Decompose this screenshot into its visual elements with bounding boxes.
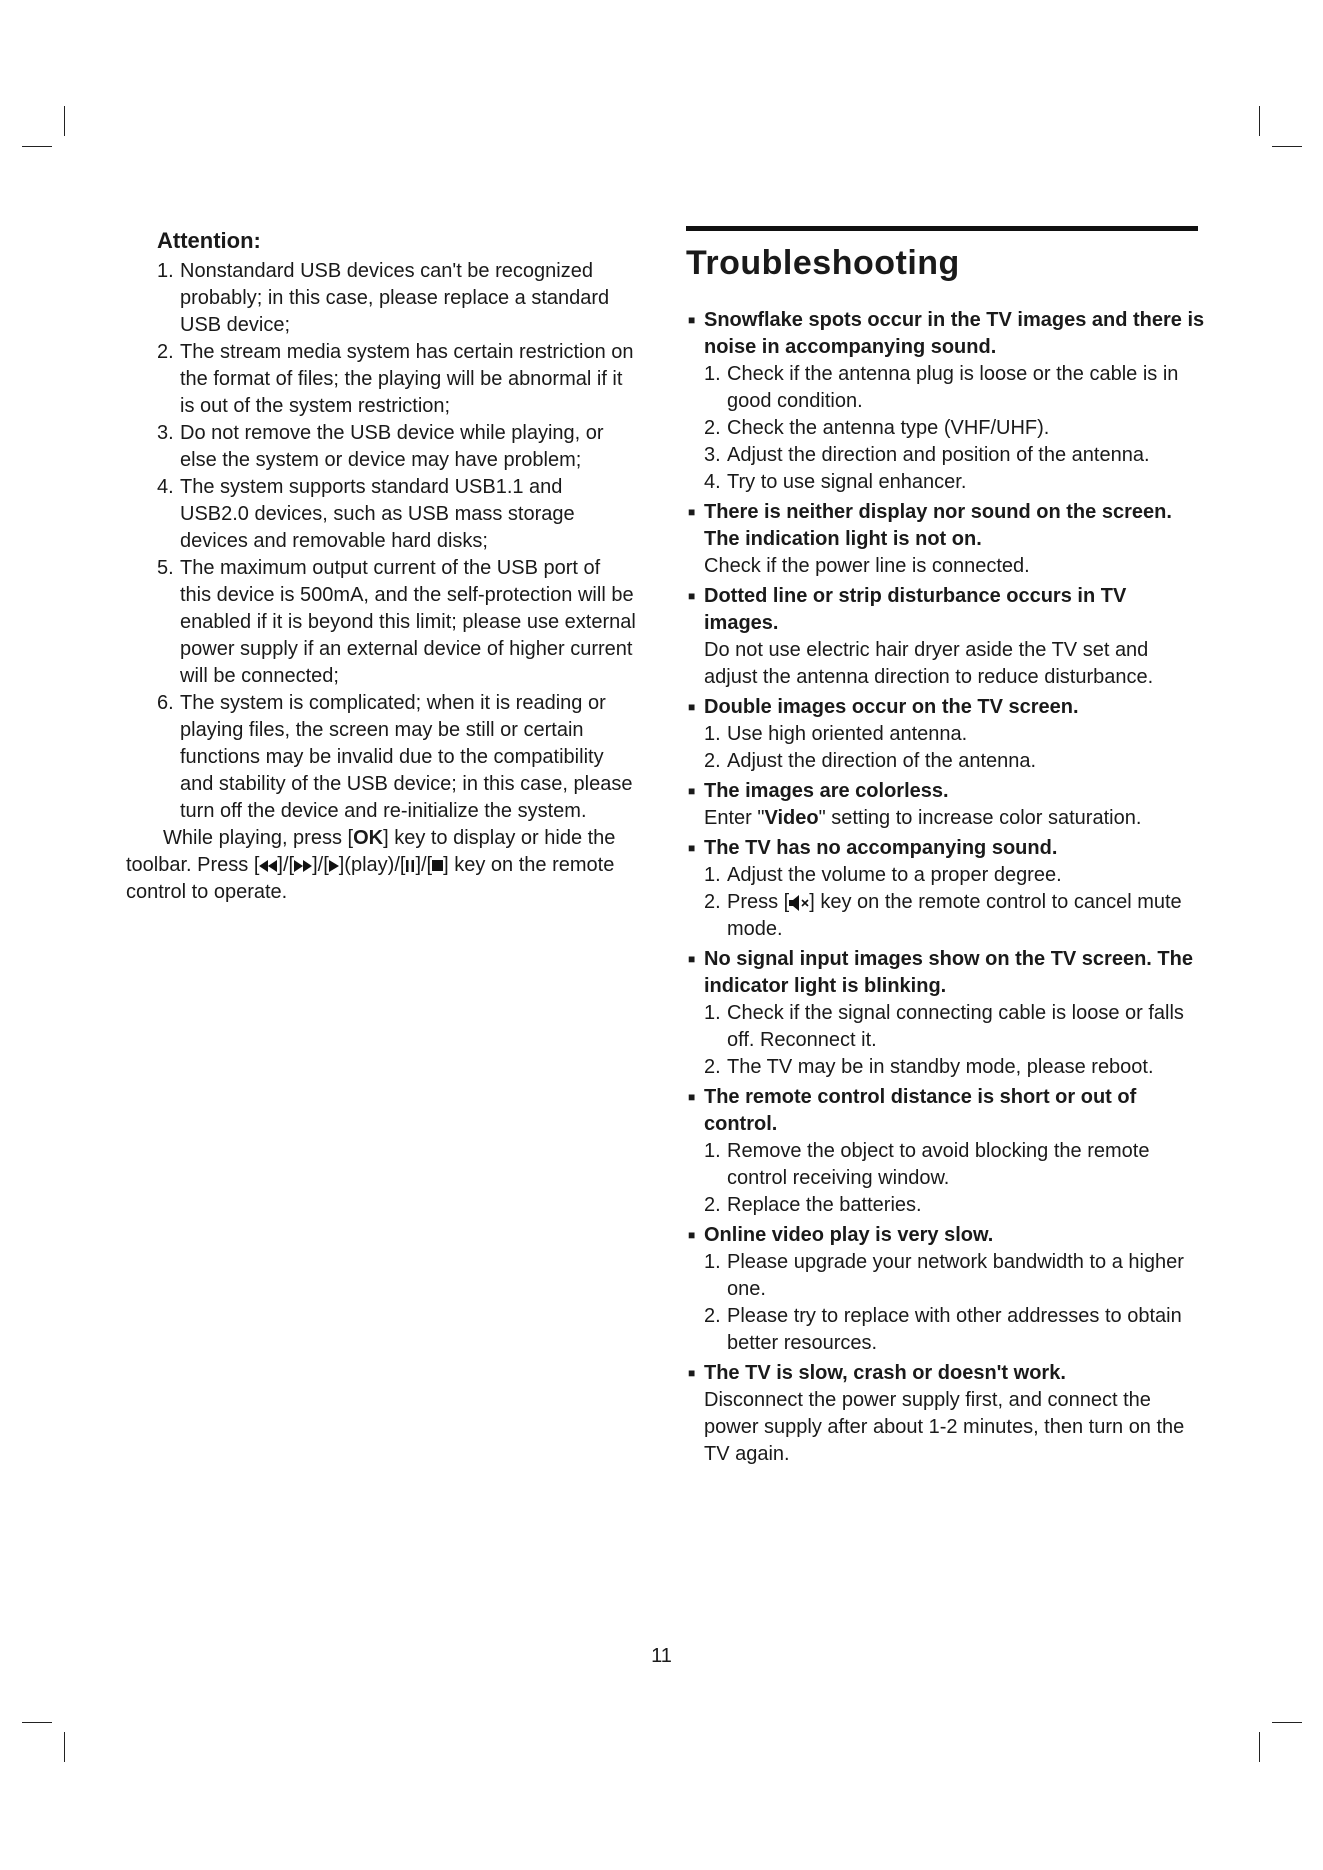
fast-forward-icon bbox=[294, 860, 312, 872]
trouble-heading-text: Snowflake spots occur in the TV images and there is noise in accompanying sound. bbox=[704, 309, 1205, 358]
trouble-section bbox=[686, 1360, 1206, 1468]
step-number: 1. bbox=[704, 363, 721, 385]
square-bullet-icon: ■ bbox=[688, 784, 696, 798]
attention-item bbox=[126, 258, 636, 339]
trouble-section bbox=[686, 583, 1206, 691]
trouble-text: Check if the power line is connected. bbox=[704, 555, 1030, 577]
trouble-step bbox=[704, 1000, 1206, 1054]
crop-mark bbox=[1259, 1732, 1260, 1762]
attention-item-number: 4. bbox=[157, 476, 174, 498]
trouble-heading bbox=[686, 1222, 1206, 1249]
page-number: 11 bbox=[651, 1645, 672, 1667]
step-number: 3. bbox=[704, 444, 721, 466]
step-text: Check if the antenna plug is loose or the cable is in good condition. bbox=[727, 363, 1179, 412]
trouble-heading bbox=[686, 835, 1206, 862]
trouble-step bbox=[704, 1249, 1206, 1303]
step-number: 1. bbox=[704, 723, 721, 745]
step-text: Remove the object to avoid blocking the remote control receiving window. bbox=[727, 1140, 1150, 1189]
trouble-text: Disconnect the power supply first, and connect the power supply after about 1-2 minutes, then turn on the TV again. bbox=[704, 1389, 1185, 1465]
square-bullet-icon: ■ bbox=[688, 589, 696, 603]
square-bullet-icon: ■ bbox=[688, 313, 696, 327]
trouble-heading bbox=[686, 778, 1206, 805]
step-text: Adjust the volume to a proper degree. bbox=[727, 864, 1062, 886]
trouble-step bbox=[704, 862, 1206, 889]
trouble-heading-text: The TV has no accompanying sound. bbox=[704, 837, 1058, 859]
para-text: ] key on the remote control to operate. bbox=[126, 854, 615, 903]
trouble-body bbox=[686, 361, 1206, 496]
step-text: Try to use signal enhancer. bbox=[727, 471, 967, 493]
attention-item-text: The system supports standard USB1.1 and USB2.0 devices, such as USB mass storage devices and removable hard disks; bbox=[180, 476, 575, 552]
crop-mark bbox=[22, 1722, 52, 1723]
step-text: Please upgrade your network bandwidth to a higher one. bbox=[727, 1251, 1184, 1300]
text-part: Enter " bbox=[704, 807, 765, 829]
title-rule bbox=[686, 226, 1198, 231]
trouble-text: Do not use electric hair dryer aside the TV set and adjust the antenna direction to reduce disturbance. bbox=[704, 639, 1154, 688]
attention-item bbox=[126, 690, 636, 825]
attention-item-number: 1. bbox=[157, 260, 174, 282]
trouble-step bbox=[704, 442, 1206, 469]
trouble-body bbox=[686, 1138, 1206, 1219]
step-text: Adjust the direction of the antenna. bbox=[727, 750, 1037, 772]
step-text: ] key on the remote control to cancel mute mode. bbox=[727, 891, 1182, 940]
trouble-section bbox=[686, 307, 1206, 496]
trouble-heading-text: Dotted line or strip disturbance occurs in TV images. bbox=[704, 585, 1127, 634]
square-bullet-icon: ■ bbox=[688, 505, 696, 519]
trouble-step bbox=[704, 415, 1206, 442]
para-text: ](play)/[ bbox=[338, 854, 406, 876]
trouble-section bbox=[686, 1222, 1206, 1357]
trouble-heading-text: No signal input images show on the TV screen. The indicator light is blinking. bbox=[704, 948, 1193, 997]
trouble-heading-text: Online video play is very slow. bbox=[704, 1224, 994, 1246]
step-number: 2. bbox=[704, 1305, 721, 1327]
text-part: " setting to increase color saturation. bbox=[818, 807, 1142, 829]
trouble-body bbox=[686, 1000, 1206, 1081]
attention-item-number: 6. bbox=[157, 692, 174, 714]
trouble-section bbox=[686, 835, 1206, 943]
attention-item-number: 2. bbox=[157, 341, 174, 363]
step-number: 2. bbox=[704, 417, 721, 439]
trouble-step bbox=[704, 469, 1206, 496]
attention-item-text: The system is complicated; when it is reading or playing files, the screen may be still or certain functions may be invalid due to the compatibility and stability of the USB device; in this case, please turn off the device and re-initialize the system. bbox=[180, 692, 633, 822]
trouble-step bbox=[704, 1192, 1206, 1219]
step-text: Check if the signal connecting cable is loose or falls off. Reconnect it. bbox=[727, 1002, 1184, 1051]
step-text: Press [ bbox=[727, 891, 790, 913]
para-text: ]/[ bbox=[277, 854, 295, 876]
crop-mark bbox=[1259, 106, 1260, 136]
trouble-step bbox=[704, 361, 1206, 415]
step-number: 1. bbox=[704, 1251, 721, 1273]
trouble-heading bbox=[686, 307, 1206, 361]
trouble-body bbox=[686, 862, 1206, 943]
attention-item-number: 5. bbox=[157, 557, 174, 579]
toolbar-paragraph bbox=[126, 825, 636, 906]
trouble-heading-text: The images are colorless. bbox=[704, 780, 949, 802]
pause-icon bbox=[405, 860, 415, 872]
attention-list bbox=[126, 258, 636, 825]
trouble-section bbox=[686, 694, 1206, 775]
attention-item bbox=[126, 339, 636, 420]
trouble-step bbox=[704, 1138, 1206, 1192]
trouble-step bbox=[704, 889, 1206, 943]
trouble-heading-text: Double images occur on the TV screen. bbox=[704, 696, 1079, 718]
trouble-heading-text: The TV is slow, crash or doesn't work. bbox=[704, 1362, 1066, 1384]
trouble-heading-text: The remote control distance is short or out of control. bbox=[704, 1086, 1137, 1135]
step-text: Use high oriented antenna. bbox=[727, 723, 968, 745]
trouble-body bbox=[686, 1249, 1206, 1357]
play-icon bbox=[329, 860, 339, 872]
step-number: 4. bbox=[704, 471, 721, 493]
trouble-section bbox=[686, 946, 1206, 1081]
trouble-section bbox=[686, 778, 1206, 832]
step-number: 1. bbox=[704, 864, 721, 886]
crop-mark bbox=[64, 106, 65, 136]
step-number: 2. bbox=[704, 891, 721, 913]
square-bullet-icon: ■ bbox=[688, 952, 696, 966]
attention-item-text: The stream media system has certain restriction on the format of files; the playing will be abnormal if it is out of the system restriction; bbox=[180, 341, 634, 417]
para-text: ]/[ bbox=[415, 854, 433, 876]
step-number: 2. bbox=[704, 1194, 721, 1216]
trouble-heading bbox=[686, 1084, 1206, 1138]
square-bullet-icon: ■ bbox=[688, 1366, 696, 1380]
step-text: Adjust the direction and position of the antenna. bbox=[727, 444, 1150, 466]
trouble-heading bbox=[686, 1360, 1206, 1387]
attention-item bbox=[126, 474, 636, 555]
square-bullet-icon: ■ bbox=[688, 1090, 696, 1104]
mute-icon bbox=[789, 895, 809, 911]
trouble-heading bbox=[686, 946, 1206, 1000]
step-number: 1. bbox=[704, 1140, 721, 1162]
para-text: ] key to display or hide the toolbar. Press [ bbox=[126, 827, 616, 876]
attention-item-text: Nonstandard USB devices can't be recognized probably; in this case, please replace a standard USB device; bbox=[180, 260, 610, 336]
attention-item-number: 3. bbox=[157, 422, 174, 444]
crop-mark bbox=[64, 1732, 65, 1762]
trouble-heading bbox=[686, 499, 1206, 553]
para-text: ]/[ bbox=[312, 854, 329, 876]
trouble-heading bbox=[686, 694, 1206, 721]
step-number: 2. bbox=[704, 750, 721, 772]
trouble-step bbox=[704, 748, 1206, 775]
step-text: Replace the batteries. bbox=[727, 1194, 922, 1216]
trouble-text bbox=[686, 805, 1206, 832]
square-bullet-icon: ■ bbox=[688, 841, 696, 855]
stop-icon bbox=[432, 860, 443, 871]
trouble-heading-text: There is neither display nor sound on the screen. The indication light is not on. bbox=[704, 501, 1172, 550]
trouble-body bbox=[686, 721, 1206, 775]
step-number: 1. bbox=[704, 1002, 721, 1024]
step-text: Check the antenna type (VHF/UHF). bbox=[727, 417, 1050, 439]
troubleshooting-column bbox=[686, 226, 1206, 1471]
page-title: Troubleshooting bbox=[686, 244, 960, 282]
trouble-step bbox=[704, 1303, 1206, 1357]
step-text: Please try to replace with other addresses to obtain better resources. bbox=[727, 1305, 1182, 1354]
trouble-section bbox=[686, 1084, 1206, 1219]
rewind-icon bbox=[259, 860, 277, 872]
attention-item bbox=[126, 420, 636, 474]
crop-mark bbox=[22, 146, 52, 147]
trouble-heading bbox=[686, 583, 1206, 637]
video-setting-label: Video bbox=[764, 807, 819, 829]
trouble-step bbox=[704, 721, 1206, 748]
attention-title: Attention: bbox=[157, 228, 261, 253]
square-bullet-icon: ■ bbox=[688, 1228, 696, 1242]
attention-item-text: The maximum output current of the USB port of this device is 500mA, and the self-protection will be enabled if it is beyond this limit; please use external power supply if an external device of higher current will be connected; bbox=[180, 557, 636, 687]
attention-item-text: Do not remove the USB device while playing, or else the system or device may have problem; bbox=[180, 422, 604, 471]
attention-column bbox=[126, 226, 636, 906]
trouble-section bbox=[686, 499, 1206, 580]
step-number: 2. bbox=[704, 1056, 721, 1078]
trouble-step bbox=[704, 1054, 1206, 1081]
square-bullet-icon: ■ bbox=[688, 700, 696, 714]
step-text: The TV may be in standby mode, please reboot. bbox=[727, 1056, 1154, 1078]
attention-item bbox=[126, 555, 636, 690]
crop-mark bbox=[1272, 146, 1302, 147]
crop-mark bbox=[1272, 1722, 1302, 1723]
para-text: While playing, press [ bbox=[163, 827, 354, 849]
ok-key-label: OK bbox=[353, 827, 384, 849]
